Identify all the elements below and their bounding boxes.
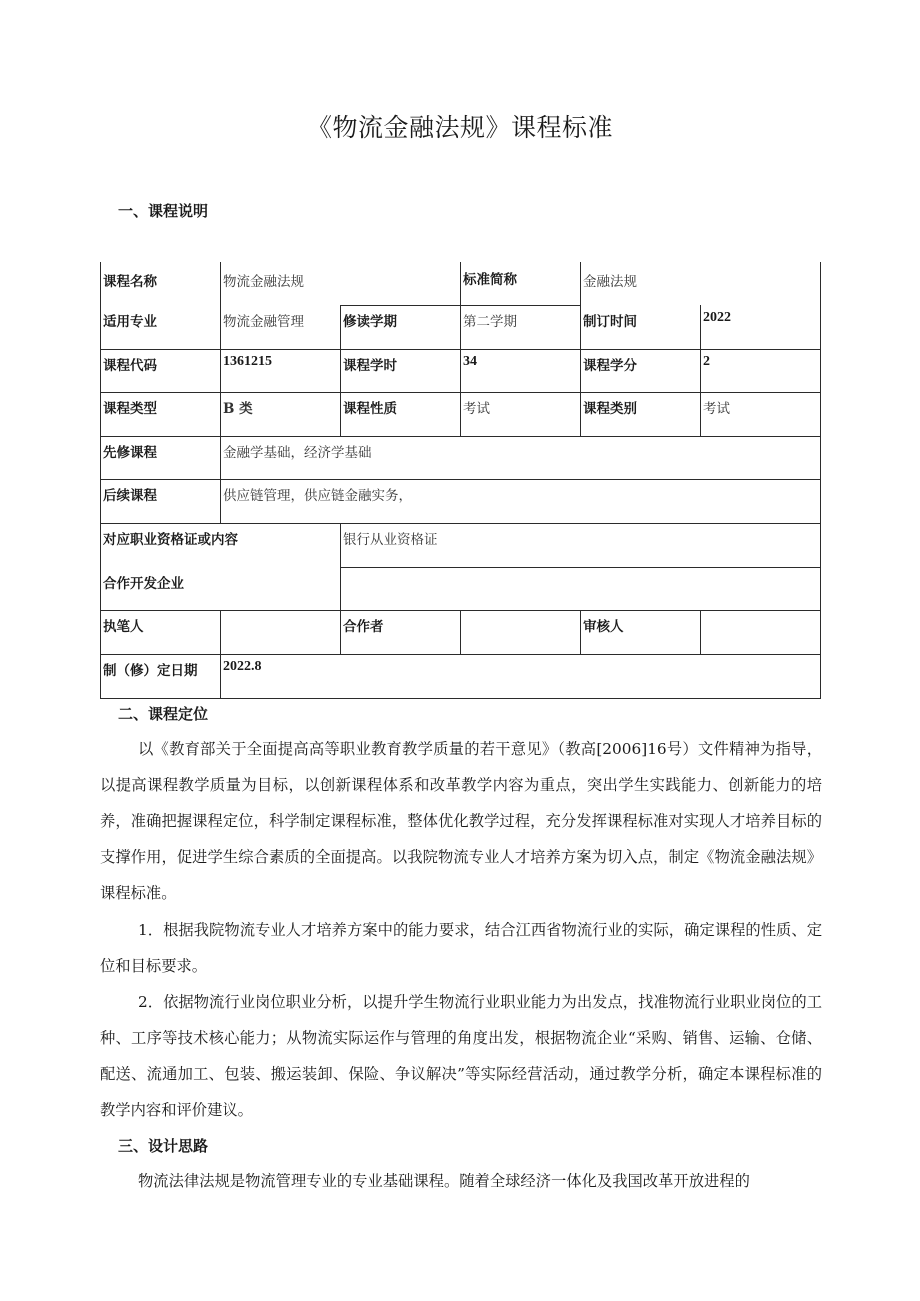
table-line [700,610,701,654]
course-nature-label: 课程性质 [343,401,397,417]
paragraph-design: 物流法律法规是物流管理专业的专业基础课程。随着全球经济一体化及我国改革开放进程的 [138,1172,750,1190]
section-heading-design-approach: 三、设计思路 [118,1137,209,1155]
partner-value [461,607,580,615]
author-label: 执笔人 [103,619,144,635]
prereq-value: 金融学基础，经济学基础 [223,445,372,461]
course-hours-value: 34 [463,354,477,369]
course-type-label: 课程类型 [103,401,157,417]
major-value: 物流金融管理 [223,314,304,330]
followup-value: 供应链管理，供应链金融实务， [223,488,412,504]
short-name-label: 标准简称 [463,272,517,288]
reviewer-label: 审核人 [583,619,624,635]
table-line [100,698,821,699]
course-hours-label: 课程学时 [343,358,397,374]
partner-label: 合作者 [343,619,384,635]
paragraph-guideline: 以《教育部关于全面提高高等职业教育教学质量的若干意见》（教高[2006]16号）文件精神为指导，以提高课程教学质量为目标，以创新课程体系和改革教学内容为重点，突出学生实践能力、创新能力的培养，准确把握课程定位，科学制定课程标准，整体优化教学过程，充分发挥课程标准对实现人才培养目标的支撑作用，促进学生综合素质的全面提高。以我院物流专业人才培养方案为切入点，制定《物流金融法规》课程标准。 [100,740,822,902]
cert-value: 银行从业资格证 [343,532,438,548]
table-line [460,610,461,654]
coop-company-label: 合作开发企业 [103,576,184,592]
course-name-label: 课程名称 [103,274,157,290]
semester-label: 修读学期 [343,314,397,330]
reviewer-value [701,607,820,615]
semester-value: 第二学期 [463,314,517,330]
cert-label: 对应职业资格证或内容 [103,532,238,548]
table-line [820,262,821,698]
revision-date-label: 制（修）定日期 [103,663,198,679]
course-name-value: 物流金融法规 [223,274,304,290]
course-category-label: 课程类别 [583,401,637,417]
short-name-value: 金融法规 [583,274,637,290]
coop-company-value [341,564,820,572]
document-title: 《物流金融法规》课程标准 [306,113,613,142]
followup-label: 后续课程 [103,488,157,504]
prereq-label: 先修课程 [103,445,157,461]
paragraph-point-2: 2．依据物流行业岗位职业分析，以提升学生物流行业职业能力为出发点，找准物流行业职业岗位的工种、工序等技术核心能力；从物流实际运作与管理的角度出发，根据物流企业“采购、销售、运输、仓储、配送、流通加工、包装、搬运装卸、保险、争议解决”等实际经营活动，通过教学分析，确定本课程标准的教学内容和评价建议。 [100,993,822,1119]
section-heading-course-positioning: 二、课程定位 [118,705,209,723]
major-label: 适用专业 [103,314,157,330]
paragraph-point-1: 1．根据我院物流专业人才培养方案中的能力要求，结合江西省物流行业的实际，确定课程的性质、定位和目标要求。 [100,921,822,975]
made-time-value: 2022 [703,310,731,325]
course-credits-value: 2 [703,354,710,369]
revision-date-value: 2022.8 [223,659,262,674]
course-credits-label: 课程学分 [583,358,637,374]
course-category-value: 考试 [703,401,730,417]
made-time-label: 制订时间 [583,314,637,330]
course-code-value: 1361215 [223,354,272,369]
section-heading-course-description: 一、课程说明 [118,202,209,220]
course-type-value: B 类 [223,401,253,417]
course-nature-value: 考试 [463,401,490,417]
course-code-label: 课程代码 [103,358,157,374]
author-value [221,607,340,615]
